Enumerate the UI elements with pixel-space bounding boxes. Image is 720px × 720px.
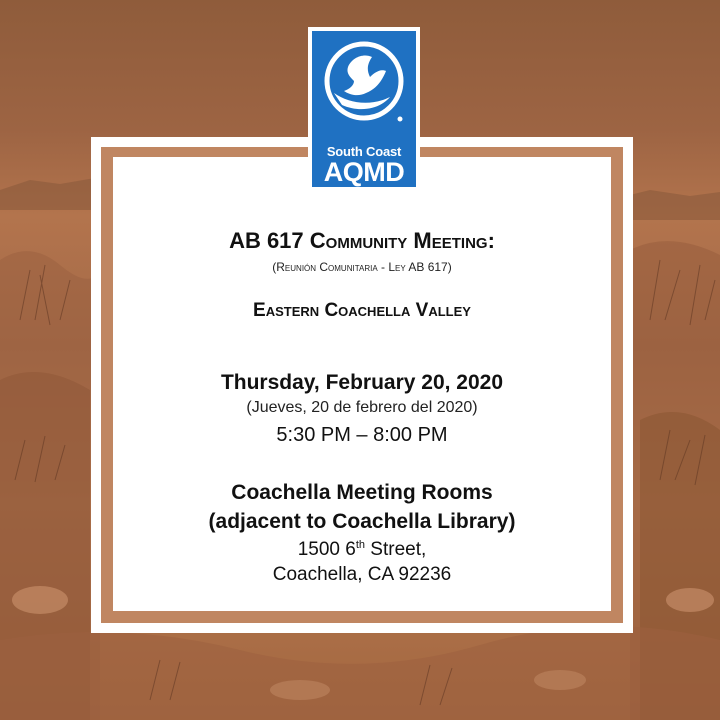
street-name: Street, [365, 539, 427, 560]
logo-box [312, 31, 416, 187]
logo-text-south-coast: South Coast [326, 144, 402, 159]
city-state-zip: Coachella, CA 92236 [272, 564, 452, 585]
logo-text-aqmd: AQMD [323, 157, 405, 187]
venue-note: (adjacent to Coachella Library) [208, 510, 516, 533]
meeting-date-spanish: (Jueves, 20 de febrero del 2020) [246, 399, 478, 416]
community-name: Eastern Coachella Valley [253, 300, 471, 321]
street-number: 1500 6 [297, 539, 356, 560]
meeting-title-spanish: (Reunión Comunitaria - Ley AB 617) [272, 260, 452, 274]
meeting-date: Thursday, February 20, 2020 [220, 371, 504, 394]
street-address [113, 539, 611, 561]
meeting-time: 5:30 PM – 8:00 PM [276, 424, 448, 446]
south-coast-aqmd-logo [308, 27, 420, 191]
dove-icon [320, 37, 408, 137]
venue-name: Coachella Meeting Rooms [231, 481, 493, 504]
street-ordinal: th [355, 539, 366, 551]
meeting-title: AB 617 Community Meeting: [229, 228, 495, 253]
